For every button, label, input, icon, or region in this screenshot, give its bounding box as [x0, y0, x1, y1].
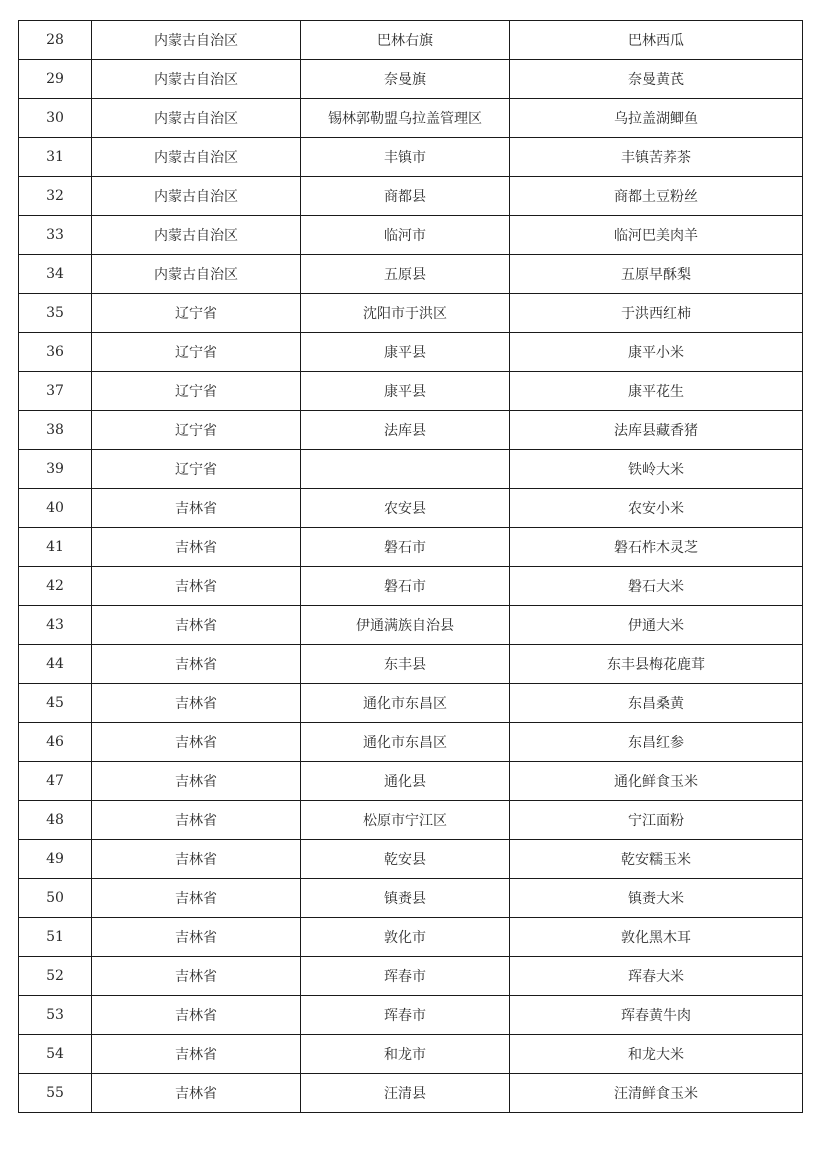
table-row	[19, 606, 803, 645]
product-table	[18, 20, 803, 1113]
area-cell: 沈阳市于洪区	[301, 294, 510, 333]
table-row	[19, 489, 803, 528]
table-row	[19, 99, 803, 138]
area-cell: 敦化市	[301, 918, 510, 957]
row-number-cell: 33	[19, 216, 92, 255]
province-cell: 辽宁省	[92, 333, 301, 372]
row-number-cell: 45	[19, 684, 92, 723]
area-cell: 商都县	[301, 177, 510, 216]
row-number-cell: 32	[19, 177, 92, 216]
document-page	[18, 20, 802, 1113]
row-number-cell: 36	[19, 333, 92, 372]
area-cell: 康平县	[301, 333, 510, 372]
area-cell: 法库县	[301, 411, 510, 450]
table-row	[19, 684, 803, 723]
product-name-cell: 磐石柞木灵芝	[510, 528, 803, 567]
row-number-cell: 34	[19, 255, 92, 294]
table-row	[19, 567, 803, 606]
province-cell: 内蒙古自治区	[92, 60, 301, 99]
province-cell: 辽宁省	[92, 294, 301, 333]
product-name-cell: 乌拉盖湖鲫鱼	[510, 99, 803, 138]
province-cell: 内蒙古自治区	[92, 99, 301, 138]
area-cell: 通化市东昌区	[301, 723, 510, 762]
product-name-cell: 磐石大米	[510, 567, 803, 606]
product-name-cell: 丰镇苦荞茶	[510, 138, 803, 177]
table-row	[19, 177, 803, 216]
area-cell: 珲春市	[301, 996, 510, 1035]
row-number-cell: 31	[19, 138, 92, 177]
province-cell: 吉林省	[92, 1035, 301, 1074]
table-row	[19, 21, 803, 60]
province-cell: 吉林省	[92, 1074, 301, 1113]
area-cell: 巴林右旗	[301, 21, 510, 60]
product-name-cell: 和龙大米	[510, 1035, 803, 1074]
table-row	[19, 1074, 803, 1113]
province-cell: 内蒙古自治区	[92, 138, 301, 177]
row-number-cell: 46	[19, 723, 92, 762]
table-row	[19, 879, 803, 918]
table-row	[19, 411, 803, 450]
province-cell: 辽宁省	[92, 372, 301, 411]
area-cell: 镇赉县	[301, 879, 510, 918]
row-number-cell: 35	[19, 294, 92, 333]
province-cell: 吉林省	[92, 528, 301, 567]
area-cell: 和龙市	[301, 1035, 510, 1074]
area-cell	[301, 450, 510, 489]
product-name-cell: 巴林西瓜	[510, 21, 803, 60]
area-cell: 通化市东昌区	[301, 684, 510, 723]
area-cell: 康平县	[301, 372, 510, 411]
product-name-cell: 商都土豆粉丝	[510, 177, 803, 216]
table-row	[19, 372, 803, 411]
product-name-cell: 奈曼黄芪	[510, 60, 803, 99]
product-name-cell: 法库县藏香猪	[510, 411, 803, 450]
province-cell: 内蒙古自治区	[92, 21, 301, 60]
table-row	[19, 333, 803, 372]
product-name-cell: 镇赉大米	[510, 879, 803, 918]
table-row	[19, 957, 803, 996]
area-cell: 五原县	[301, 255, 510, 294]
province-cell: 内蒙古自治区	[92, 216, 301, 255]
table-row	[19, 255, 803, 294]
row-number-cell: 50	[19, 879, 92, 918]
row-number-cell: 28	[19, 21, 92, 60]
area-cell: 奈曼旗	[301, 60, 510, 99]
table-row	[19, 801, 803, 840]
area-cell: 磐石市	[301, 528, 510, 567]
row-number-cell: 38	[19, 411, 92, 450]
row-number-cell: 42	[19, 567, 92, 606]
table-row	[19, 138, 803, 177]
province-cell: 吉林省	[92, 918, 301, 957]
row-number-cell: 41	[19, 528, 92, 567]
area-cell: 农安县	[301, 489, 510, 528]
area-cell: 丰镇市	[301, 138, 510, 177]
area-cell: 东丰县	[301, 645, 510, 684]
table-row	[19, 762, 803, 801]
area-cell: 伊通满族自治县	[301, 606, 510, 645]
table-row	[19, 216, 803, 255]
product-name-cell: 宁江面粉	[510, 801, 803, 840]
province-cell: 吉林省	[92, 957, 301, 996]
table-row	[19, 294, 803, 333]
province-cell: 吉林省	[92, 645, 301, 684]
product-name-cell: 康平小米	[510, 333, 803, 372]
area-cell: 锡林郭勒盟乌拉盖管理区	[301, 99, 510, 138]
row-number-cell: 48	[19, 801, 92, 840]
product-table-body	[19, 21, 803, 1113]
province-cell: 吉林省	[92, 684, 301, 723]
product-name-cell: 五原早酥梨	[510, 255, 803, 294]
row-number-cell: 43	[19, 606, 92, 645]
province-cell: 内蒙古自治区	[92, 255, 301, 294]
product-name-cell: 东昌红参	[510, 723, 803, 762]
row-number-cell: 47	[19, 762, 92, 801]
row-number-cell: 37	[19, 372, 92, 411]
province-cell: 吉林省	[92, 801, 301, 840]
row-number-cell: 51	[19, 918, 92, 957]
province-cell: 吉林省	[92, 489, 301, 528]
area-cell: 珲春市	[301, 957, 510, 996]
area-cell: 磐石市	[301, 567, 510, 606]
product-name-cell: 临河巴美肉羊	[510, 216, 803, 255]
province-cell: 吉林省	[92, 606, 301, 645]
table-row	[19, 996, 803, 1035]
product-name-cell: 乾安糯玉米	[510, 840, 803, 879]
product-name-cell: 东昌桑黄	[510, 684, 803, 723]
product-name-cell: 康平花生	[510, 372, 803, 411]
product-name-cell: 汪清鲜食玉米	[510, 1074, 803, 1113]
area-cell: 乾安县	[301, 840, 510, 879]
row-number-cell: 39	[19, 450, 92, 489]
product-name-cell: 敦化黑木耳	[510, 918, 803, 957]
table-row	[19, 723, 803, 762]
product-name-cell: 通化鲜食玉米	[510, 762, 803, 801]
table-row	[19, 645, 803, 684]
product-name-cell: 伊通大米	[510, 606, 803, 645]
table-row	[19, 528, 803, 567]
product-name-cell: 东丰县梅花鹿茸	[510, 645, 803, 684]
row-number-cell: 40	[19, 489, 92, 528]
province-cell: 吉林省	[92, 996, 301, 1035]
row-number-cell: 29	[19, 60, 92, 99]
province-cell: 吉林省	[92, 723, 301, 762]
row-number-cell: 53	[19, 996, 92, 1035]
area-cell: 通化县	[301, 762, 510, 801]
table-row	[19, 918, 803, 957]
province-cell: 吉林省	[92, 762, 301, 801]
row-number-cell: 30	[19, 99, 92, 138]
product-name-cell: 珲春黄牛肉	[510, 996, 803, 1035]
row-number-cell: 52	[19, 957, 92, 996]
province-cell: 吉林省	[92, 879, 301, 918]
row-number-cell: 55	[19, 1074, 92, 1113]
table-row	[19, 450, 803, 489]
row-number-cell: 49	[19, 840, 92, 879]
row-number-cell: 44	[19, 645, 92, 684]
product-name-cell: 珲春大米	[510, 957, 803, 996]
product-name-cell: 农安小米	[510, 489, 803, 528]
province-cell: 吉林省	[92, 840, 301, 879]
product-name-cell: 铁岭大米	[510, 450, 803, 489]
area-cell: 临河市	[301, 216, 510, 255]
row-number-cell: 54	[19, 1035, 92, 1074]
table-row	[19, 840, 803, 879]
table-row	[19, 60, 803, 99]
area-cell: 汪清县	[301, 1074, 510, 1113]
province-cell: 辽宁省	[92, 411, 301, 450]
province-cell: 辽宁省	[92, 450, 301, 489]
area-cell: 松原市宁江区	[301, 801, 510, 840]
table-row	[19, 1035, 803, 1074]
product-name-cell: 于洪西红柿	[510, 294, 803, 333]
province-cell: 内蒙古自治区	[92, 177, 301, 216]
province-cell: 吉林省	[92, 567, 301, 606]
